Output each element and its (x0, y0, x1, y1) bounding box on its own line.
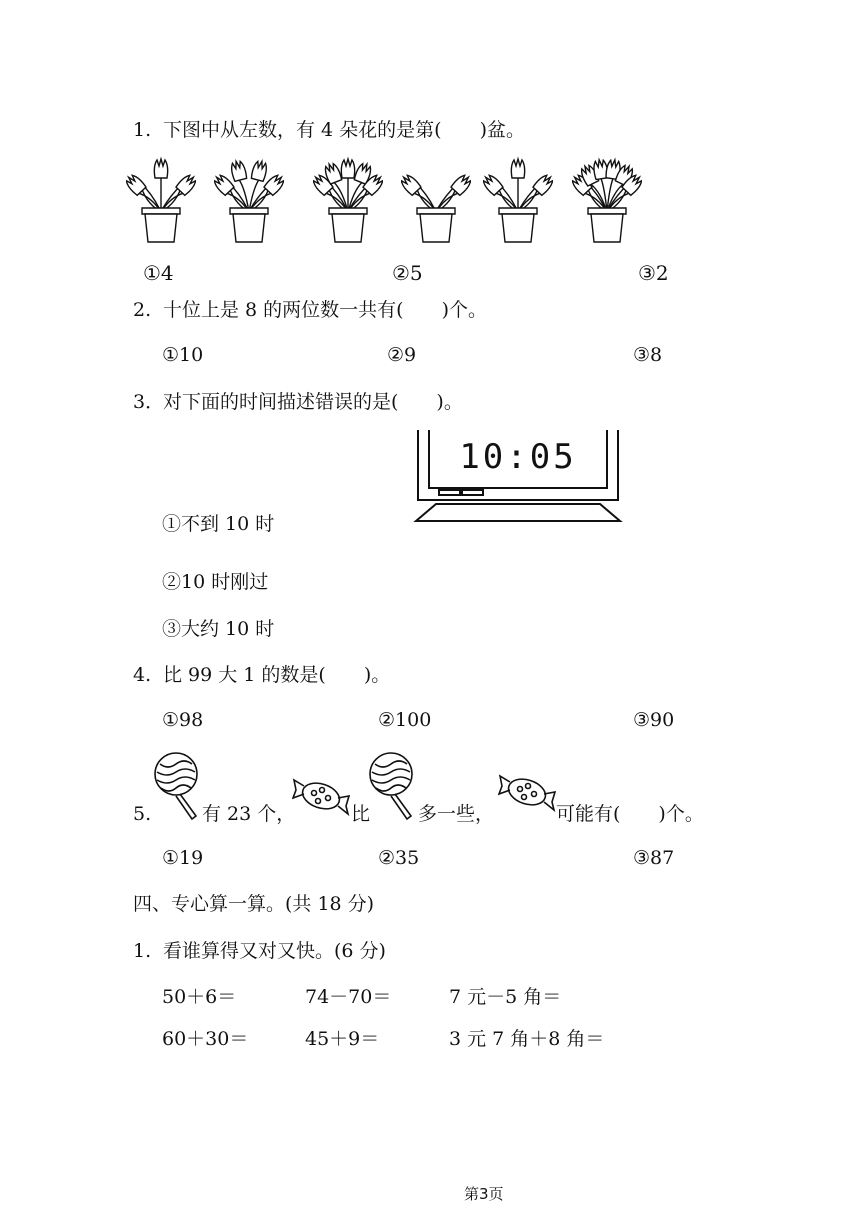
q5-text-part4: 可能有( )个。 (556, 803, 704, 825)
wrapped-candy-icon (498, 772, 556, 812)
digital-clock-icon (412, 430, 624, 524)
clock-display-text: 10:05 (459, 437, 577, 477)
q2-option-2[interactable]: ②9 (387, 344, 417, 366)
calc-problem: 74－70＝ (305, 986, 392, 1008)
q1-option-2[interactable]: ②5 (392, 261, 423, 285)
q4-text: 比 99 大 1 的数是( )。 (163, 664, 391, 686)
q4-option-2[interactable]: ②100 (378, 709, 432, 731)
flower-pot-icon (572, 152, 642, 252)
flower-pot-icon (401, 152, 471, 252)
q3-number: 3． (133, 391, 165, 413)
q5-number: 5. (133, 803, 152, 825)
calc-problem: 45＋9＝ (305, 1028, 380, 1050)
q1-option-3[interactable]: ③2 (638, 261, 669, 285)
flower-pot-icon (483, 152, 553, 252)
q2-number: 2. (133, 299, 152, 321)
page-number: 第3页 (464, 1185, 504, 1203)
q3-option-2[interactable]: ②10 时刚过 (162, 571, 269, 593)
calc-problem: 60＋30＝ (162, 1028, 249, 1050)
q4-number: 4. (133, 664, 152, 686)
q1-option-1[interactable]: ①4 (143, 261, 174, 285)
q4-option-3[interactable]: ③90 (633, 709, 675, 731)
q5-option-2[interactable]: ②35 (378, 847, 420, 869)
q2-text: 十位上是 8 的两位数一共有( )个。 (163, 299, 487, 321)
q2-option-3[interactable]: ③8 (633, 344, 663, 366)
q1-number: 1. (133, 119, 152, 141)
q5-text-part1: 有 23 个， (202, 803, 296, 825)
q5-option-1[interactable]: ①19 (162, 847, 204, 869)
flower-pot-icon (214, 152, 284, 252)
calc-problem: 3 元 7 角＋8 角＝ (449, 1028, 605, 1050)
lollipop-icon (367, 750, 419, 822)
q3-option-3[interactable]: ③大约 10 时 (162, 618, 275, 640)
calc-problem: 7 元－5 角＝ (449, 986, 562, 1008)
q3-text: 对下面的时间描述错误的是( )。 (163, 391, 463, 413)
q5-option-3[interactable]: ③87 (633, 847, 675, 869)
flower-pot-icon (313, 152, 383, 252)
wrapped-candy-icon (292, 776, 350, 816)
calc-number: 1. (133, 940, 152, 962)
q2-option-1[interactable]: ①10 (162, 344, 204, 366)
calc-instructions: 看谁算得又对又快。(6 分) (163, 940, 386, 962)
calc-problem: 50＋6＝ (162, 986, 237, 1008)
flower-pot-icon (126, 152, 196, 252)
q1-text: 下图中从左数，有 4 朵花的是第( )盆。 (163, 119, 525, 141)
lollipop-icon (152, 750, 204, 822)
q5-text-part3: 多一些， (418, 803, 495, 825)
q5-text-part2: 比 (351, 803, 371, 825)
q3-option-1[interactable]: ①不到 10 时 (162, 513, 275, 535)
q4-option-1[interactable]: ①98 (162, 709, 204, 731)
section-title: 四、专心算一算。(共 18 分) (133, 893, 375, 915)
